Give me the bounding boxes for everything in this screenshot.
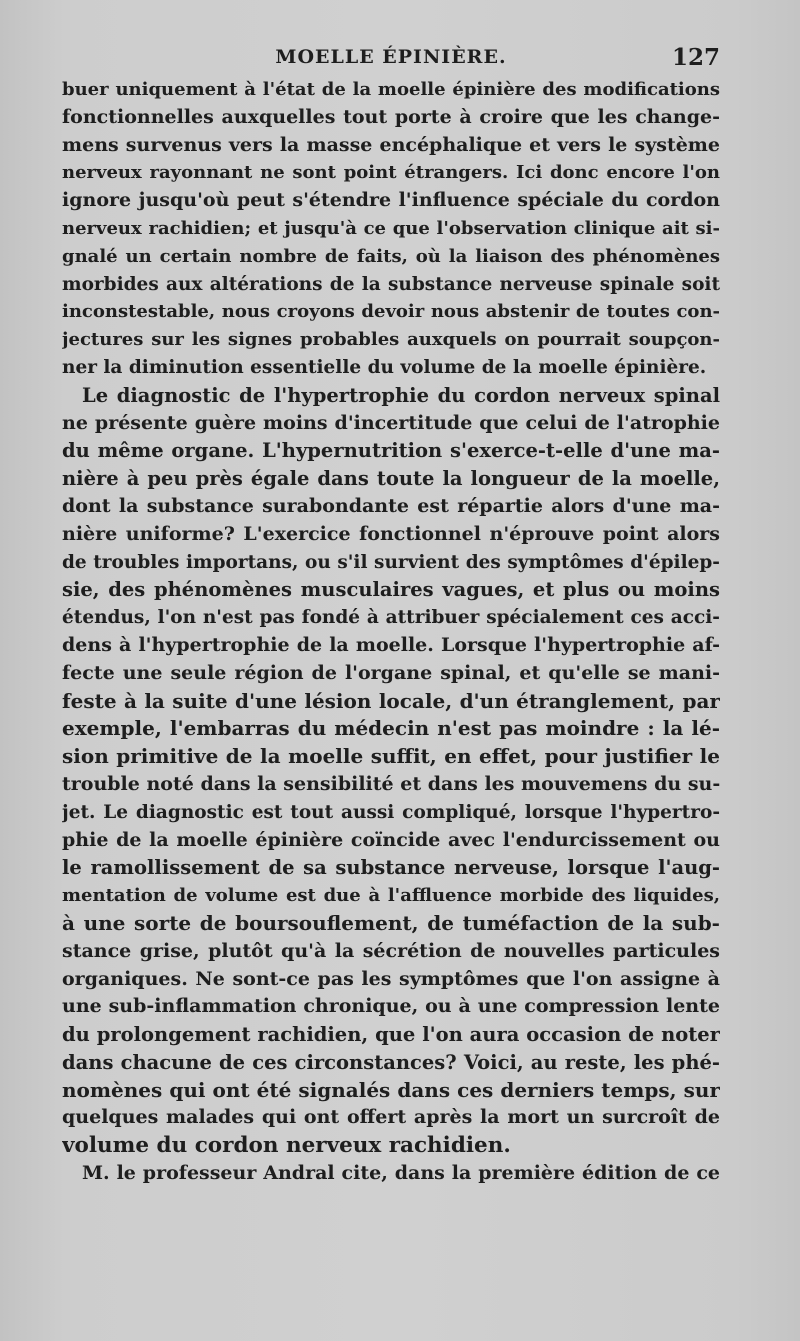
text-line: jet. Le diagnostic est tout aussi compliqué, lorsque l'hypertro- bbox=[62, 801, 720, 823]
text-line: stance grise, plutôt qu'à la sécrétion de nouvelles particules bbox=[62, 939, 720, 962]
text-line: ignore jusqu'où peut s'étendre l'influence spéciale du cordon bbox=[62, 189, 720, 212]
text-line: ner la diminution essentielle du volume de la moelle épinière. bbox=[62, 356, 707, 378]
text-line: le ramollissement de sa substance nerveuse, lorsque l'aug- bbox=[62, 856, 720, 880]
text-line: jectures sur les signes probables auxquels on pourrait soupçon- bbox=[62, 329, 720, 351]
text-line: gnalé un certain nombre de faits, où la liaison des phénomènes bbox=[62, 245, 720, 267]
text-line: organiques. Ne sont-ce pas les symptômes que l'on assigne à bbox=[62, 967, 720, 990]
text-line: ne présente guère moins d'incertitude que celui de l'atrophie bbox=[62, 411, 720, 434]
text-line: mens survenus vers la masse encéphalique et vers le système bbox=[62, 133, 720, 156]
text-line: fecte une seule région de l'organe spinal, et qu'elle se mani- bbox=[62, 661, 720, 684]
text-line: nomènes qui ont été signalés dans ces derniers temps, sur bbox=[62, 1077, 720, 1102]
text-line: nerveux rachidien; et jusqu'à ce que l'observation clinique ait si- bbox=[62, 217, 720, 239]
body-text bbox=[62, 76, 720, 1188]
text-line: exemple, l'embarras du médecin n'est pas moindre : la lé- bbox=[62, 716, 720, 741]
text-line: morbides aux altérations de la substance nerveuse spinale soit bbox=[62, 273, 720, 295]
text-line: feste à la suite d'une lésion locale, d'un étranglement, par bbox=[62, 688, 720, 713]
text-line: sie, des phénomènes musculaires vagues, et plus ou moins bbox=[62, 578, 720, 602]
text-line: à une sorte de boursouflement, de tuméfaction de la sub- bbox=[62, 910, 720, 935]
text-line: dens à l'hypertrophie de la moelle. Lorsque l'hypertrophie af- bbox=[62, 633, 720, 656]
text-line: Le diagnostic de l'hypertrophie du cordon nerveux spinal bbox=[82, 383, 720, 407]
text-line: volume du cordon nerveux rachidien. bbox=[62, 1133, 511, 1159]
text-line: du même organe. L'hypernutrition s'exerce-t-elle d'une ma- bbox=[62, 439, 720, 463]
text-line: trouble noté dans la sensibilité et dans les mouvemens du su- bbox=[62, 772, 720, 795]
text-line: nière uniforme? L'exercice fonctionnel n'éprouve point alors bbox=[62, 522, 720, 545]
text-line: de troubles importans, ou s'il survient des symptômes d'épilep- bbox=[62, 551, 720, 573]
text-line: buer uniquement à l'état de la moelle épinière des modifications bbox=[62, 79, 720, 100]
running-head: MOELLE ÉPINIÈRE. bbox=[275, 46, 507, 68]
text-line: dans chacune de ces circonstances? Voici, au reste, les phé- bbox=[62, 1050, 720, 1074]
text-line: nerveux rayonnant ne sont point étrangers. Ici donc encore l'on bbox=[62, 162, 720, 184]
text-line: dont la substance surabondante est répartie alors d'une ma- bbox=[62, 494, 720, 517]
text-line: sion primitive de la moelle suffit, en effet, pour justifier le bbox=[62, 744, 720, 769]
text-line: une sub-inflammation chronique, ou à une compression lente bbox=[62, 995, 720, 1018]
text-line: étendus, l'on n'est pas fondé à attribuer spécialement ces acci- bbox=[62, 607, 720, 629]
text-line: phie de la moelle épinière coïncide avec l'endurcissement ou bbox=[62, 828, 720, 851]
text-line: inconstestable, nous croyons devoir nous abstenir de toutes con- bbox=[62, 301, 720, 323]
text-line: M. le professeur Andral cite, dans la première édition de ce bbox=[82, 1162, 720, 1185]
text-line: nière à peu près égale dans toute la longueur de la moelle, bbox=[62, 467, 720, 491]
page-header bbox=[62, 40, 720, 74]
text-line: du prolongement rachidien, que l'on aura occasion de noter bbox=[62, 1023, 720, 1047]
text-line: quelques malades qui ont offert après la mort un surcroît de bbox=[62, 1106, 720, 1129]
text-line: fonctionnelles auxquelles tout porte à croire que les change- bbox=[62, 105, 720, 128]
text-line: mentation de volume est due à l'affluence morbide des liquides, bbox=[62, 885, 720, 907]
page-number: 127 bbox=[671, 44, 720, 71]
